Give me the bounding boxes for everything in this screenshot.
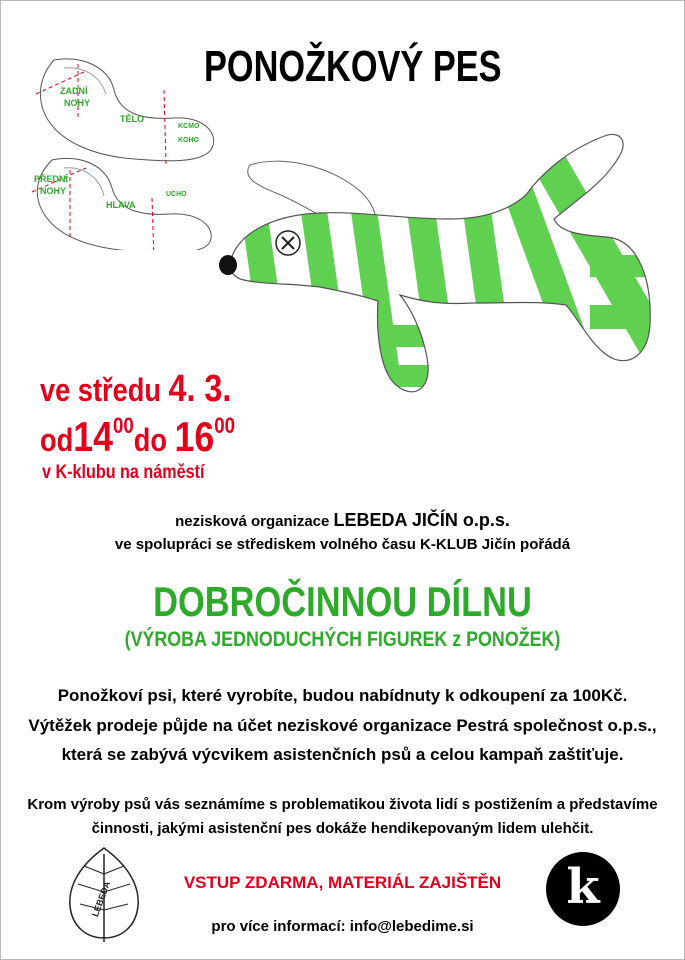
sock-pattern-illustration (14, 50, 229, 250)
event-place: v K-klubu na náměstí (42, 462, 205, 483)
sock-label: KCMO (178, 123, 200, 130)
date-day-text: ve středu (40, 372, 161, 408)
time-from-word: od (40, 422, 74, 458)
time-to-hour: 16 (174, 413, 215, 460)
k-letter: k (566, 859, 600, 915)
sock-label: ZADNÍ (60, 86, 88, 96)
event-title: DOBROČINNOU DÍLNU (153, 578, 532, 625)
extra-paragraph-line: činnosti, jakými asistenční pes dokáže hendikepovaným lidem ulehčit. (91, 820, 594, 837)
sock-label: HLAVA (106, 200, 136, 210)
info-paragraph-line: Ponožkoví psi, které vyrobíte, budou nabídnuty k odkoupení za 100Kč. (57, 686, 628, 705)
leaf-logo-text: LEBEDA (90, 879, 113, 919)
k-klub-logo (546, 852, 620, 926)
poster-title: PONOŽKOVÝ PES (204, 42, 502, 91)
sock-dog-illustration (210, 115, 670, 415)
info-paragraph-line: která se zabývá výcvikem asistenčních psů a celou kampaň zaštiťuje. (61, 745, 624, 764)
time-line (40, 413, 235, 461)
date-time-block (40, 368, 269, 461)
organizer-prefix: nezisková organizace (175, 513, 330, 530)
sock-label: NOHY (64, 98, 91, 108)
organizer-name: LEBEDA JIČÍN o.p.s. (333, 510, 510, 530)
entry-note: VSTUP ZDARMA, MATERIÁL ZAJIŠTĚN (183, 873, 502, 892)
sock-label: UCHO (166, 191, 187, 198)
time-from-minutes: 00 (112, 413, 134, 438)
sock-label: KOHO (178, 137, 199, 144)
sock-label: NOHY (40, 186, 67, 196)
cooperation-line: ve spolupráci se střediskem volného času K-KLUB Jičín pořádá (114, 536, 571, 553)
extra-paragraph-line: Krom výroby psů vás seznámíme s problematikou života lidí s postižením a představíme (27, 796, 658, 813)
contact-info: pro více informací: info@lebedime.si (211, 918, 474, 935)
sock-label: PŘEDNÍ (34, 174, 69, 184)
info-paragraph-line: Výtěžek prodeje půjde na účet neziskové organizace Pestrá společnost o.p.s., (28, 716, 657, 735)
time-from-hour: 14 (73, 413, 113, 460)
date-day-number: 4. 3. (168, 368, 232, 410)
event-subtitle: (VÝROBA JEDNODUCHÝCH FIGUREK z PONOŽEK) (124, 628, 561, 651)
time-to-word: do (133, 422, 167, 458)
organizer-line (0, 510, 685, 531)
time-to-minutes: 00 (214, 413, 236, 438)
sock-label: TĚLO (120, 114, 144, 124)
date-line (40, 368, 235, 411)
